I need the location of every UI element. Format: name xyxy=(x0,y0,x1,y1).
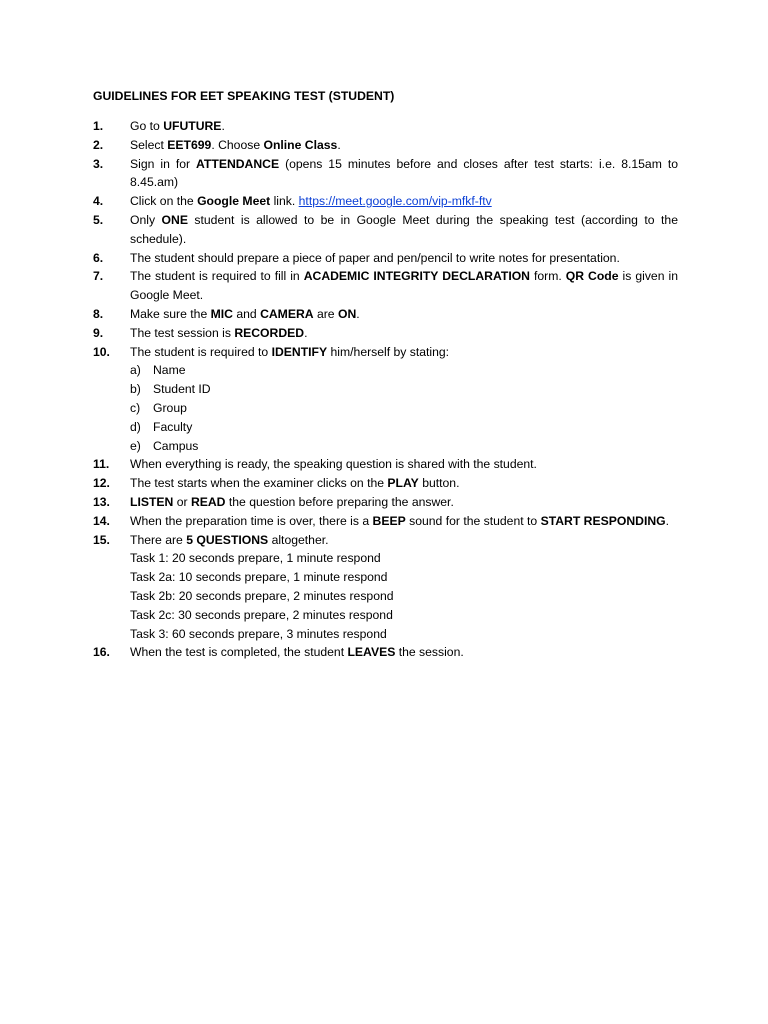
list-item xyxy=(93,474,678,493)
list-item xyxy=(93,136,678,155)
item-number: 11. xyxy=(93,457,110,472)
item-text: The student is required to IDENTIFY him/herself by stating: xyxy=(130,344,450,359)
page-title: GUIDELINES FOR EET SPEAKING TEST (STUDENT) xyxy=(93,89,395,103)
guidelines-list xyxy=(93,117,678,662)
item-number: 15. xyxy=(93,532,110,547)
list-item xyxy=(93,493,678,512)
task-line: Task 1: 20 seconds prepare, 1 minute respond xyxy=(130,551,381,566)
item-number: 8. xyxy=(93,306,104,321)
sublist-item: d) Faculty xyxy=(130,419,193,434)
task-line: Task 2a: 10 seconds prepare, 1 minute respond xyxy=(130,570,388,585)
item-text: Select EET699. Choose Online Class. xyxy=(130,137,341,152)
item-text: There are 5 QUESTIONS altogether. xyxy=(130,532,329,547)
identify-sublist xyxy=(130,361,678,455)
item-text: The test starts when the examiner clicks on the PLAY button. xyxy=(130,476,460,491)
item-text: Sign in for ATTENDANCE (opens 15 minutes before and closes after test starts: i.e. 8.15am to 8.45.am) xyxy=(130,156,678,190)
item-number: 4. xyxy=(93,194,104,209)
item-number: 7. xyxy=(93,269,104,284)
item-number: 1. xyxy=(93,119,104,133)
item-text: When the test is completed, the student LEAVES the session. xyxy=(130,645,464,660)
item-number: 10. xyxy=(93,344,110,359)
item-number: 3. xyxy=(93,156,104,171)
item-number: 12. xyxy=(93,476,110,491)
item-text: Click on the Google Meet link. https://meet.google.com/vip-mfkf-ftv xyxy=(130,194,492,209)
list-item xyxy=(93,155,678,193)
item-number: 9. xyxy=(93,325,104,340)
list-item xyxy=(93,343,678,456)
list-item xyxy=(93,267,678,305)
sublist-item: c) Group xyxy=(130,400,187,415)
sublist-item: b) Student ID xyxy=(130,382,211,397)
item-text: The student should prepare a piece of paper and pen/pencil to write notes for presentation. xyxy=(130,250,620,265)
list-item xyxy=(93,305,678,324)
list-item xyxy=(93,455,678,474)
list-item xyxy=(93,211,678,249)
item-number: 5. xyxy=(93,212,104,227)
item-text: The test session is RECORDED. xyxy=(130,325,308,340)
item-number: 13. xyxy=(93,494,110,509)
item-number: 6. xyxy=(93,250,104,265)
item-text: Only ONE student is allowed to be in Google Meet during the speaking test (according to the schedule). xyxy=(130,212,678,246)
list-item xyxy=(93,117,678,136)
task-line: Task 3: 60 seconds prepare, 3 minutes respond xyxy=(130,626,387,641)
task-list xyxy=(130,549,678,643)
item-text: When the preparation time is over, there is a BEEP sound for the student to START RESPONDING. xyxy=(130,513,670,528)
item-text: Make sure the MIC and CAMERA are ON. xyxy=(130,306,360,321)
item-text: Go to UFUTURE. xyxy=(130,119,225,133)
list-item xyxy=(93,249,678,268)
item-number: 14. xyxy=(93,513,110,528)
sublist-item: a) Name xyxy=(130,363,186,378)
list-item xyxy=(93,192,678,211)
item-number: 2. xyxy=(93,137,104,152)
task-line: Task 2b: 20 seconds prepare, 2 minutes respond xyxy=(130,588,394,603)
item-number: 16. xyxy=(93,645,110,660)
task-line: Task 2c: 30 seconds prepare, 2 minutes respond xyxy=(130,607,393,622)
list-item xyxy=(93,643,678,662)
google-meet-link[interactable]: https://meet.google.com/vip-mfkf-ftv xyxy=(298,194,492,209)
item-text: LISTEN or READ the question before preparing the answer. xyxy=(130,494,454,509)
sublist-item: e) Campus xyxy=(130,438,199,453)
list-item xyxy=(93,512,678,531)
item-text: The student is required to fill in ACADEMIC INTEGRITY DECLARATION form. QR Code is given in Google Meet. xyxy=(130,269,678,303)
list-item xyxy=(93,531,678,644)
item-text: When everything is ready, the speaking question is shared with the student. xyxy=(130,457,537,472)
list-item xyxy=(93,324,678,343)
